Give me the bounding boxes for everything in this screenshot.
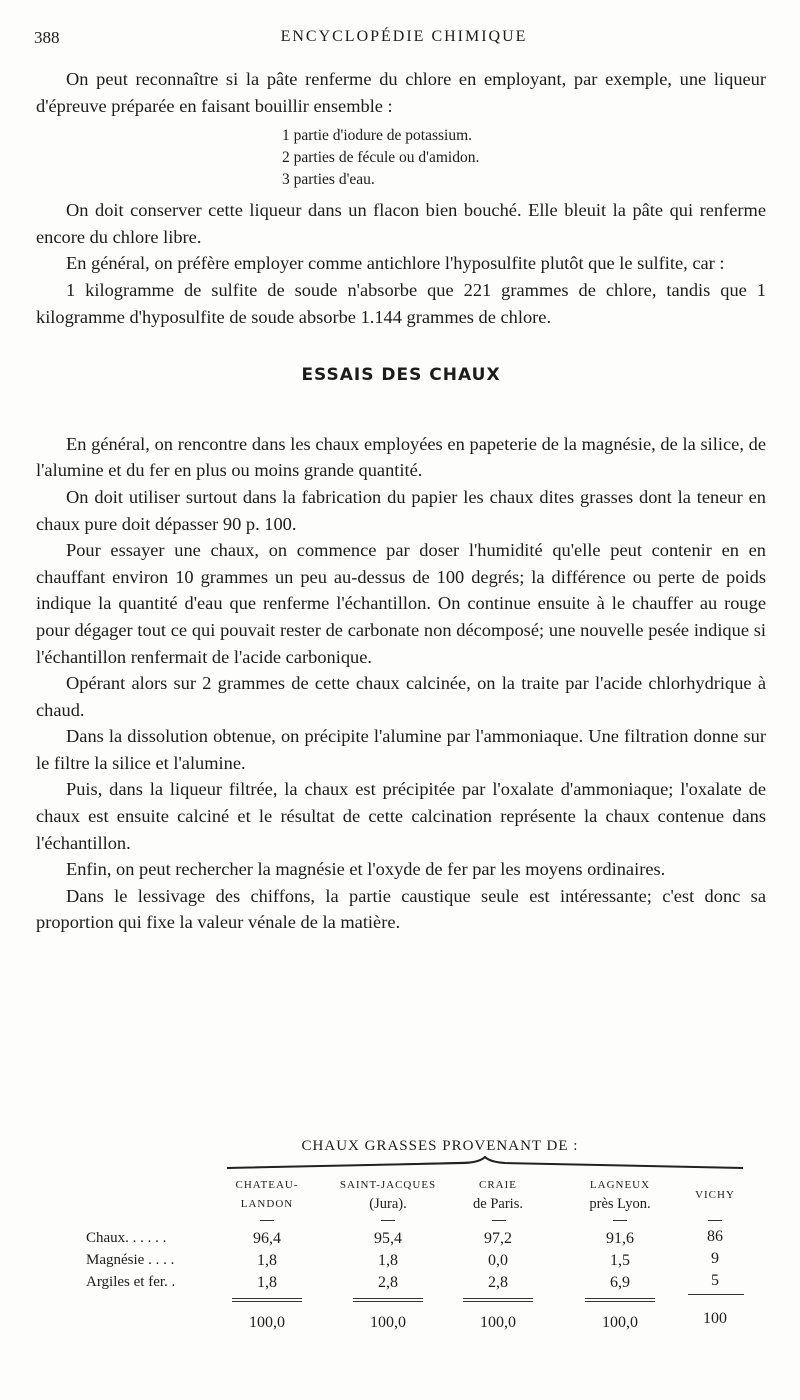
recipe-item: 2 parties de fécule ou d'amidon. [282,149,480,167]
sum-rule [463,1301,533,1302]
sum-rule [585,1301,655,1302]
recipe-item: 3 parties d'eau. [282,171,375,189]
table-cell: 9 [711,1250,719,1267]
sum-rule [353,1298,423,1299]
paragraph: On peut reconnaître si la pâte renferme du chlore en employant, par exemple, une liqueur d'épreuve préparée en faisant bouillir ensemble : [36,69,766,116]
paragraph: On doit utiliser surtout dans la fabrication du papier les chaux dites grasses dont la teneur en chaux pure doit dépasser 90 p. 100. [36,486,766,534]
paragraph: 1 kilogramme de sulfite de soude n'absorbe que 221 grammes de chlore, tandis que 1 kilogramme d'hyposulfite de soude absorbe 1.144 grammes de chlore. [36,279,766,327]
recipe-item: 1 partie d'iodure de potassium. [282,127,473,145]
table-total: 100,0 [249,1314,285,1331]
table-cell: 0,0 [488,1252,508,1269]
paragraph: Enfin, on peut rechercher la magnésie et l'oxyde de fer par les moyens ordinaires. [66,859,666,880]
column-header: CHATEAU- LANDON [235,1179,299,1210]
sum-rule [232,1298,302,1299]
paragraph: En général, on rencontre dans les chaux employées en papeterie de la magnésie, de la silice, de l'alumine et du fer en plus ou moins grande quantité. [36,433,766,481]
table-cell: 1,8 [257,1252,277,1269]
table-cell: 1,8 [378,1252,398,1269]
table-cell: 1,5 [610,1252,630,1269]
column-dash [613,1220,627,1221]
column-header: SAINT-JACQUES (Jura). [339,1179,437,1212]
table-cell: 1,8 [257,1274,277,1291]
table-cell: 6,9 [610,1274,630,1291]
running-title: ENCYCLOPÉDIE CHIMIQUE [280,28,528,45]
table-total: 100,0 [480,1314,516,1331]
paragraph: Pour essayer une chaux, on commence par doser l'humidité qu'elle peut contenir en en chauffant environ 10 grammes un peu au-dessus de 100 degrés; la différence ou perte de poids indique la quantité d'eau que renferme l'échantillon. On continue ensuite à le chauffer au rouge pour dégager tout ce qui pouvait rester de carbonate non décomposé; une nouvelle pesée indique si l'échantillon renfermait de l'acide carbonique. [36,540,766,667]
table-total: 100,0 [370,1314,406,1331]
composition-table [40,1138,760,1338]
column-header: CRAIE de Paris. [473,1179,523,1212]
row-label: Argiles et fer. . [86,1274,176,1290]
sum-rule [585,1298,655,1299]
column-header: VICHY [695,1189,735,1201]
brace-ornament [225,1156,745,1172]
table-cell: 2,8 [488,1274,508,1291]
row-label: Chaux. . . . . . [86,1230,167,1246]
table-cell: 86 [707,1228,723,1245]
paragraph: En général, on préfère employer comme antichlore l'hyposulfite plutôt que le sulfite, car : [66,253,725,274]
column-dash [381,1220,395,1221]
page-header [34,28,774,50]
table-cell: 5 [711,1272,719,1289]
section-title: ESSAIS DES CHAUX [301,365,501,386]
table-cell: 95,4 [374,1230,402,1247]
row-label: Magnésie . . . . [86,1252,175,1268]
table-title: CHAUX GRASSES PROVENANT DE : [301,1138,579,1154]
sum-rule [232,1301,302,1302]
table-cell: 97,2 [484,1230,512,1247]
column-dash [708,1220,722,1221]
paragraph: Opérant alors sur 2 grammes de cette chaux calcinée, on la traite par l'acide chlorhydrique à chaud. [36,673,766,720]
page-number: 388 [34,28,60,47]
table-cell: 2,8 [378,1274,398,1291]
paragraph: Dans la dissolution obtenue, on précipite l'alumine par l'ammoniaque. Une filtration donne sur le filtre la silice et l'alumine. [36,726,766,773]
table-total: 100,0 [602,1314,638,1331]
column-dash [492,1220,506,1221]
paragraph: Puis, dans la liqueur filtrée, la chaux est précipitée par l'oxalate d'ammoniaque; l'oxalate de chaux est ensuite calciné et le résultat de cette calcination représente la chaux contenue dans l'échantillon. [36,779,766,853]
paragraph: On doit conserver cette liqueur dans un flacon bien bouché. Elle bleuit la pâte qui renferme encore du chlore libre. [36,200,766,247]
table-cell: 91,6 [606,1230,634,1247]
paragraph: Dans le lessivage des chiffons, la partie caustique seule est intéressante; c'est donc sa proportion qui fixe la valeur vénale de la matière. [36,885,766,933]
sum-rule [353,1301,423,1302]
sum-rule [688,1294,744,1295]
recipe-list [282,125,766,191]
sum-rule [463,1298,533,1299]
table-total: 100 [703,1310,727,1327]
table-cell: 96,4 [253,1230,281,1247]
column-dash [260,1220,274,1221]
body-text [36,66,766,936]
column-header: LAGNEUX près Lyon. [589,1179,651,1212]
